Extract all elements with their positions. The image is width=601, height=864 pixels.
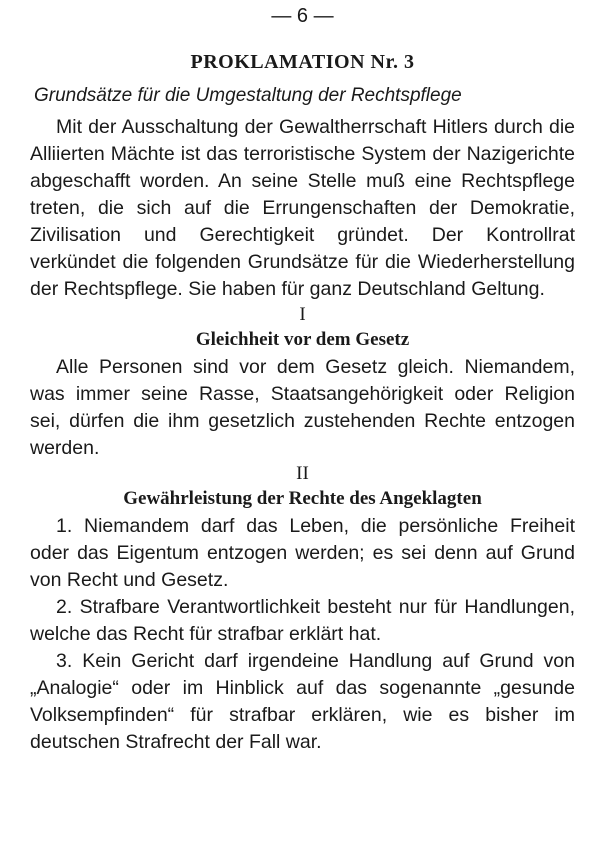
page-number: — 6 — [271,5,334,27]
list-item: 2. Strafbare Verantwortlichkeit besteht nur für Handlungen, welche das Recht für strafbar erklärt hat. [30,596,575,645]
document-page [30,4,575,756]
section-1 [30,303,575,462]
preamble-paragraph: Mit der Ausschaltung der Gewaltherrschaft Hitlers durch die Alliierten Mächte ist das terroristische System der Nazigerichte abgeschafft worden. An seine Stelle muß eine Rechtspflege treten, die sich auf die Errungenschaften der Demokratie, Zivilisation und Gerechtigkeit gründet. Der Kontrollrat verkündet die folgenden Grundsätze für die Wiederherstellung der Rechtspflege. Sie haben für ganz Deutschland Geltung. [30,116,575,300]
section-2 [30,462,575,756]
section-numeral: II [296,463,309,484]
list-item: 3. Kein Gericht darf irgendeine Handlung auf Grund von „Analogie“ oder im Hinblick auf das sogenannte „gesunde Volksempfinden“ für strafbar erklären, wie es bisher im deutschen Strafrecht der Fall war. [30,650,575,753]
proclamation-subtitle: Grundsätze für die Umgestaltung der Rechtspflege [34,85,462,106]
section-heading: Gewährleistung der Rechte des Angeklagten [123,488,482,509]
section-heading: Gleichheit vor dem Gesetz [195,329,410,350]
list-item: 1. Niemandem darf das Leben, die persönliche Freiheit oder das Eigentum entzogen werden; es sei denn auf Grund von Recht und Gesetz. [30,515,575,591]
proclamation-title: PROKLAMATION Nr. 3 [190,51,415,73]
section-numeral: I [299,304,306,325]
section-paragraph: Alle Personen sind vor dem Gesetz gleich. Niemandem, was immer seine Rasse, Staatsangehörigkeit oder Religion sei, dürfen die ihm gesetzlich zustehenden Rechte entzogen werden. [30,356,575,459]
